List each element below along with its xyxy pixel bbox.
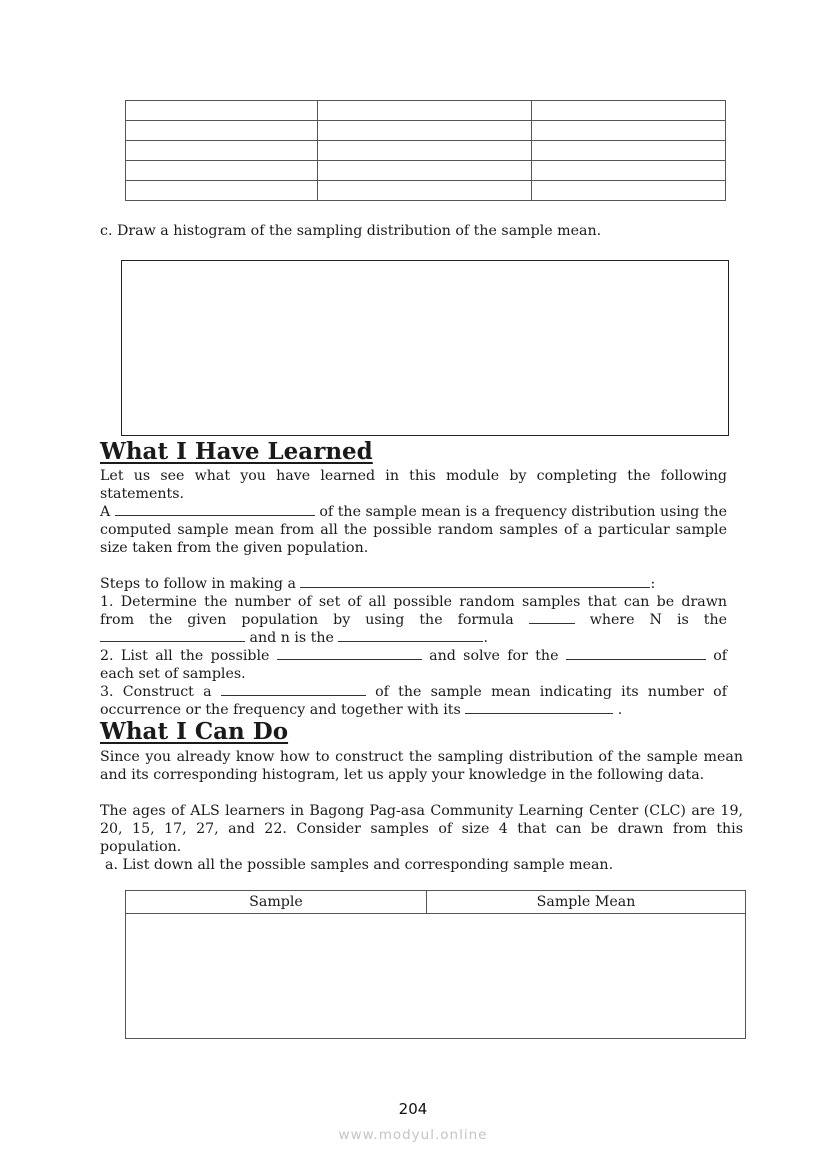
steps-intro-a: Steps to follow in making a: [100, 576, 296, 592]
intro-line: statements.: [100, 486, 185, 502]
cando-line: The ages of ALS learners in Bagong Pag-asa Community Learning Center (CLC) are 19,: [100, 803, 743, 819]
answer-blank[interactable]: [529, 611, 575, 624]
histogram-answer-box[interactable]: [121, 260, 729, 436]
step-3-text-d: .: [617, 702, 623, 718]
cando-line: and its corresponding histogram, let us apply your knowledge in the following data.: [100, 767, 705, 783]
step-2-line: each set of samples.: [100, 666, 246, 682]
step-2-text-b: and solve for the: [429, 648, 559, 664]
answer-blank[interactable]: [115, 503, 315, 516]
statement-1-b: of the sample mean is a frequency distribution using the: [319, 504, 727, 520]
cando-line: Since you already know how to construct the sampling distribution of the sample mean: [100, 749, 743, 765]
table-row: [126, 914, 746, 1039]
top-blank-table: [125, 100, 726, 201]
steps-intro-line: [100, 575, 727, 593]
item-a-instruction: a. List down all the possible samples and corresponding sample mean.: [105, 857, 614, 873]
table-row: [126, 121, 726, 141]
step-2-text-a: 2. List all the possible: [100, 648, 270, 664]
item-c-instruction: c. Draw a histogram of the sampling distribution of the sample mean.: [100, 223, 602, 239]
answer-area[interactable]: [126, 914, 746, 1039]
answer-blank[interactable]: [100, 629, 245, 642]
answer-blank[interactable]: [221, 683, 366, 696]
watermark: www.modyul.online: [338, 1127, 488, 1143]
statement-1-line: [100, 503, 727, 521]
table-row: [126, 141, 726, 161]
step-1-text-c: and n is the: [249, 630, 334, 646]
cando-body: [100, 748, 743, 874]
answer-blank[interactable]: [300, 575, 650, 588]
header-sample-mean: Sample Mean: [427, 891, 746, 914]
what-i-have-learned-heading: What I Have Learned: [100, 438, 373, 465]
answer-blank[interactable]: [338, 629, 483, 642]
learned-body: [100, 467, 727, 719]
cando-line: population.: [100, 839, 182, 855]
step-1-text-b: where N is the: [589, 612, 727, 628]
page-number: 204: [398, 1100, 428, 1118]
header-sample: Sample: [126, 891, 427, 914]
step-3-line: [100, 683, 727, 701]
sample-mean-table: [125, 890, 746, 1039]
step-3-text-b: of the sample mean indicating its number of: [375, 684, 727, 700]
answer-blank[interactable]: [566, 647, 706, 660]
table-row: [126, 181, 726, 201]
step-2-text-c: of: [713, 648, 727, 664]
cando-line: 20, 15, 17, 27, and 22. Consider samples of size 4 that can be drawn from this: [100, 821, 743, 837]
step-1-text-d: .: [483, 630, 488, 646]
statement-1-line: computed sample mean from all the possible random samples of a particular sample: [100, 522, 727, 538]
statement-1-a: A: [100, 504, 111, 520]
step-1-line: [100, 629, 727, 647]
step-1-line: [100, 611, 727, 629]
intro-line: Let us see what you have learned in this module by completing the following: [100, 468, 727, 484]
table-header-row: [126, 891, 746, 914]
table-row: [126, 101, 726, 121]
steps-intro-b: :: [650, 576, 656, 592]
step-3-text-c: occurrence or the frequency and together with its: [100, 702, 461, 718]
step-1-text-a: from the given population by using the formula: [100, 612, 514, 628]
step-2-line: [100, 647, 727, 665]
answer-blank[interactable]: [465, 701, 613, 714]
step-1-line: 1. Determine the number of set of all possible random samples that can be drawn: [100, 594, 727, 610]
table-row: [126, 161, 726, 181]
statement-1-line: size taken from the given population.: [100, 540, 369, 556]
what-i-can-do-heading: What I Can Do: [100, 718, 289, 745]
answer-blank[interactable]: [277, 647, 422, 660]
step-3-line: [100, 701, 727, 719]
step-3-text-a: 3. Construct a: [100, 684, 212, 700]
